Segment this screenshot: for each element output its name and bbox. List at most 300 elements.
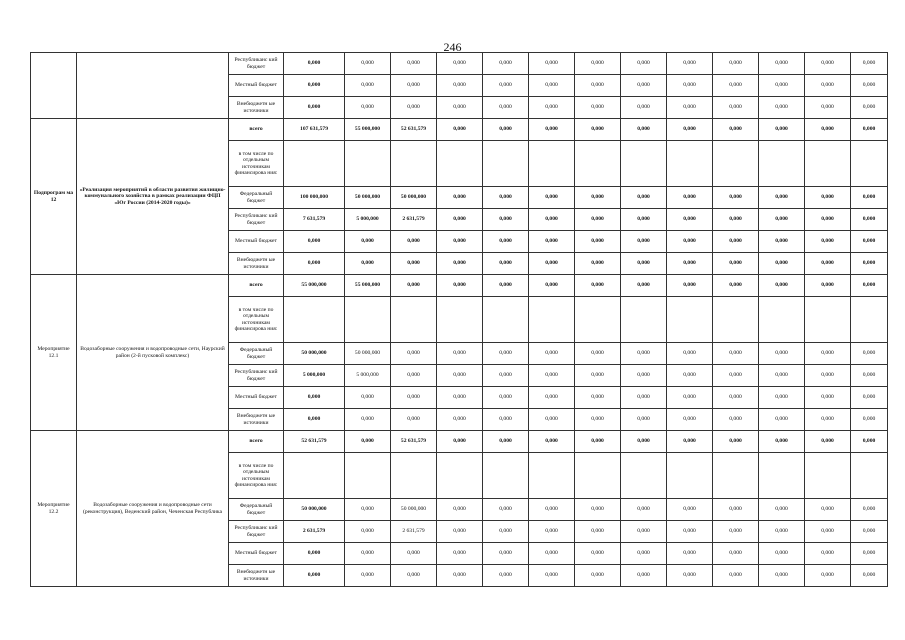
value-cell: 0,000 bbox=[345, 543, 391, 565]
value-cell: 0,000 bbox=[437, 53, 483, 75]
value-cell: 0,000 bbox=[851, 119, 888, 141]
value-cell: 0,000 bbox=[345, 75, 391, 97]
value-cell: 0,000 bbox=[483, 209, 529, 231]
value-cell: 0,000 bbox=[805, 431, 851, 453]
empty-cell bbox=[713, 297, 759, 343]
value-cell: 55 000,000 bbox=[284, 275, 345, 297]
value-cell: 0,000 bbox=[437, 119, 483, 141]
value-cell: 0,000 bbox=[667, 409, 713, 431]
value-cell: 0,000 bbox=[483, 543, 529, 565]
value-cell: 0,000 bbox=[284, 97, 345, 119]
value-cell: 0,000 bbox=[621, 119, 667, 141]
funding-source-cell: Внебюджетн ые источники bbox=[229, 565, 284, 587]
value-cell: 0,000 bbox=[529, 275, 575, 297]
empty-cell bbox=[483, 141, 529, 187]
funding-source-cell: всего bbox=[229, 431, 284, 453]
value-cell: 0,000 bbox=[621, 431, 667, 453]
empty-cell bbox=[621, 141, 667, 187]
value-cell: 0,000 bbox=[759, 343, 805, 365]
value-cell: 0,000 bbox=[805, 387, 851, 409]
empty-cell bbox=[284, 297, 345, 343]
value-cell: 0,000 bbox=[713, 209, 759, 231]
funding-source-cell: Федеральный бюджет bbox=[229, 499, 284, 521]
empty-cell bbox=[483, 453, 529, 499]
value-cell: 0,000 bbox=[575, 119, 621, 141]
value-cell: 0,000 bbox=[391, 75, 437, 97]
value-cell: 0,000 bbox=[759, 97, 805, 119]
funding-source-cell: Местный бюджет bbox=[229, 75, 284, 97]
value-cell: 0,000 bbox=[759, 209, 805, 231]
value-cell: 0,000 bbox=[667, 275, 713, 297]
value-cell: 0,000 bbox=[667, 75, 713, 97]
value-cell: 0,000 bbox=[345, 521, 391, 543]
empty-cell bbox=[284, 453, 345, 499]
value-cell: 0,000 bbox=[529, 565, 575, 587]
value-cell: 0,000 bbox=[575, 387, 621, 409]
value-cell: 0,000 bbox=[805, 231, 851, 253]
empty-cell bbox=[575, 141, 621, 187]
value-cell: 0,000 bbox=[284, 231, 345, 253]
value-cell: 0,000 bbox=[851, 387, 888, 409]
value-cell: 0,000 bbox=[529, 365, 575, 387]
value-cell: 0,000 bbox=[667, 387, 713, 409]
value-cell: 0,000 bbox=[621, 365, 667, 387]
value-cell: 0,000 bbox=[437, 187, 483, 209]
value-cell: 0,000 bbox=[391, 231, 437, 253]
value-cell: 0,000 bbox=[437, 209, 483, 231]
value-cell: 0,000 bbox=[529, 543, 575, 565]
value-cell: 100 000,000 bbox=[284, 187, 345, 209]
empty-cell bbox=[621, 297, 667, 343]
value-cell: 0,000 bbox=[575, 75, 621, 97]
value-cell: 0,000 bbox=[345, 387, 391, 409]
empty-cell bbox=[391, 453, 437, 499]
value-cell: 0,000 bbox=[805, 187, 851, 209]
value-cell: 0,000 bbox=[621, 187, 667, 209]
page-number: 246 bbox=[443, 40, 462, 54]
value-cell: 0,000 bbox=[621, 565, 667, 587]
value-cell: 0,000 bbox=[575, 521, 621, 543]
value-cell: 0,000 bbox=[713, 187, 759, 209]
value-cell: 0,000 bbox=[805, 409, 851, 431]
value-cell: 0,000 bbox=[667, 431, 713, 453]
value-cell: 0,000 bbox=[759, 409, 805, 431]
value-cell: 0,000 bbox=[483, 187, 529, 209]
value-cell: 0,000 bbox=[851, 187, 888, 209]
value-cell: 0,000 bbox=[345, 253, 391, 275]
empty-cell bbox=[805, 453, 851, 499]
value-cell: 0,000 bbox=[759, 521, 805, 543]
value-cell: 0,000 bbox=[713, 275, 759, 297]
value-cell: 0,000 bbox=[805, 253, 851, 275]
value-cell: 0,000 bbox=[575, 53, 621, 75]
value-cell: 0,000 bbox=[483, 231, 529, 253]
value-cell: 0,000 bbox=[621, 253, 667, 275]
value-cell: 0,000 bbox=[851, 275, 888, 297]
value-cell: 52 631,579 bbox=[391, 431, 437, 453]
value-cell: 50 000,000 bbox=[284, 499, 345, 521]
value-cell: 0,000 bbox=[805, 499, 851, 521]
value-cell: 50 000,000 bbox=[345, 187, 391, 209]
value-cell: 2 631,579 bbox=[391, 209, 437, 231]
value-cell: 0,000 bbox=[621, 209, 667, 231]
value-cell: 50 000,000 bbox=[391, 187, 437, 209]
empty-cell bbox=[805, 141, 851, 187]
value-cell: 0,000 bbox=[621, 75, 667, 97]
value-cell: 0,000 bbox=[437, 387, 483, 409]
value-cell: 0,000 bbox=[529, 431, 575, 453]
value-cell: 0,000 bbox=[713, 231, 759, 253]
empty-cell bbox=[851, 453, 888, 499]
value-cell: 50 000,000 bbox=[391, 499, 437, 521]
value-cell: 0,000 bbox=[437, 253, 483, 275]
value-cell: 7 631,579 bbox=[284, 209, 345, 231]
value-cell: 0,000 bbox=[713, 119, 759, 141]
program-code-cell bbox=[31, 53, 77, 119]
value-cell: 0,000 bbox=[391, 409, 437, 431]
value-cell: 50 000,000 bbox=[284, 343, 345, 365]
empty-cell bbox=[575, 297, 621, 343]
value-cell: 0,000 bbox=[667, 499, 713, 521]
value-cell: 0,000 bbox=[851, 499, 888, 521]
funding-source-cell: Федеральный бюджет bbox=[229, 343, 284, 365]
value-cell: 0,000 bbox=[575, 409, 621, 431]
value-cell: 0,000 bbox=[759, 499, 805, 521]
program-name-cell: Водозаборные сооружения и водопроводные сети (реконструкция), Веденский район, Чеченская Республика bbox=[77, 431, 229, 587]
value-cell: 0,000 bbox=[851, 409, 888, 431]
value-cell: 0,000 bbox=[667, 209, 713, 231]
value-cell: 0,000 bbox=[284, 53, 345, 75]
value-cell: 0,000 bbox=[667, 343, 713, 365]
funding-source-cell: в том числе по отдельным источникам финансирова ния: bbox=[229, 141, 284, 187]
empty-cell bbox=[529, 141, 575, 187]
value-cell: 0,000 bbox=[667, 119, 713, 141]
program-name-cell: Водозаборные сооружения и водопроводные сети, Наурский район (2-й пусковой комплекс) bbox=[77, 275, 229, 431]
value-cell: 0,000 bbox=[851, 231, 888, 253]
empty-cell bbox=[529, 297, 575, 343]
value-cell: 0,000 bbox=[483, 97, 529, 119]
value-cell: 0,000 bbox=[529, 187, 575, 209]
value-cell: 0,000 bbox=[621, 231, 667, 253]
empty-cell bbox=[345, 453, 391, 499]
budget-table bbox=[30, 52, 888, 587]
value-cell: 0,000 bbox=[437, 365, 483, 387]
value-cell: 0,000 bbox=[575, 231, 621, 253]
value-cell: 0,000 bbox=[759, 275, 805, 297]
value-cell: 0,000 bbox=[483, 75, 529, 97]
value-cell: 0,000 bbox=[621, 53, 667, 75]
value-cell: 0,000 bbox=[851, 521, 888, 543]
program-name-cell: «Реализация мероприятий в области развития жилищно-коммунального хозяйства в рамках реализации ФЦП «Юг России (2014-2020 годы)» bbox=[77, 119, 229, 275]
value-cell: 0,000 bbox=[851, 75, 888, 97]
value-cell: 5 000,000 bbox=[345, 209, 391, 231]
value-cell: 0,000 bbox=[851, 543, 888, 565]
funding-source-cell: в том числе по отдельным источникам финансирова ния: bbox=[229, 297, 284, 343]
empty-cell bbox=[575, 453, 621, 499]
value-cell: 0,000 bbox=[483, 409, 529, 431]
value-cell: 0,000 bbox=[284, 565, 345, 587]
value-cell: 0,000 bbox=[483, 431, 529, 453]
value-cell: 0,000 bbox=[621, 97, 667, 119]
funding-source-cell: Республиканс кий бюджет bbox=[229, 209, 284, 231]
value-cell: 0,000 bbox=[483, 119, 529, 141]
value-cell: 0,000 bbox=[713, 343, 759, 365]
value-cell: 0,000 bbox=[284, 387, 345, 409]
value-cell: 0,000 bbox=[529, 75, 575, 97]
value-cell: 52 631,579 bbox=[284, 431, 345, 453]
value-cell: 0,000 bbox=[759, 231, 805, 253]
value-cell: 0,000 bbox=[805, 543, 851, 565]
value-cell: 0,000 bbox=[345, 565, 391, 587]
value-cell: 0,000 bbox=[851, 431, 888, 453]
value-cell: 0,000 bbox=[805, 97, 851, 119]
value-cell: 0,000 bbox=[713, 431, 759, 453]
value-cell: 0,000 bbox=[575, 565, 621, 587]
value-cell: 0,000 bbox=[345, 431, 391, 453]
value-cell: 0,000 bbox=[391, 365, 437, 387]
value-cell: 0,000 bbox=[667, 97, 713, 119]
empty-cell bbox=[805, 297, 851, 343]
funding-source-cell: Республиканс кий бюджет bbox=[229, 53, 284, 75]
value-cell: 0,000 bbox=[437, 97, 483, 119]
empty-cell bbox=[759, 141, 805, 187]
value-cell: 0,000 bbox=[529, 499, 575, 521]
empty-cell bbox=[851, 141, 888, 187]
value-cell: 0,000 bbox=[391, 343, 437, 365]
value-cell: 0,000 bbox=[391, 53, 437, 75]
value-cell: 5 000,000 bbox=[284, 365, 345, 387]
empty-cell bbox=[759, 297, 805, 343]
value-cell: 0,000 bbox=[575, 97, 621, 119]
empty-cell bbox=[851, 297, 888, 343]
value-cell: 0,000 bbox=[529, 343, 575, 365]
table-body bbox=[31, 53, 888, 587]
value-cell: 0,000 bbox=[575, 253, 621, 275]
value-cell: 0,000 bbox=[391, 97, 437, 119]
empty-cell bbox=[483, 297, 529, 343]
value-cell: 0,000 bbox=[529, 409, 575, 431]
value-cell: 0,000 bbox=[575, 365, 621, 387]
value-cell: 0,000 bbox=[391, 387, 437, 409]
value-cell: 0,000 bbox=[759, 387, 805, 409]
value-cell: 0,000 bbox=[345, 231, 391, 253]
value-cell: 0,000 bbox=[759, 253, 805, 275]
funding-source-cell: Внебюджетн ые источники bbox=[229, 253, 284, 275]
value-cell: 0,000 bbox=[284, 543, 345, 565]
value-cell: 0,000 bbox=[713, 97, 759, 119]
value-cell: 0,000 bbox=[529, 387, 575, 409]
value-cell: 0,000 bbox=[713, 543, 759, 565]
value-cell: 0,000 bbox=[621, 543, 667, 565]
value-cell: 0,000 bbox=[851, 565, 888, 587]
value-cell: 0,000 bbox=[483, 387, 529, 409]
funding-source-cell: всего bbox=[229, 119, 284, 141]
table-row bbox=[31, 275, 888, 297]
empty-cell bbox=[284, 141, 345, 187]
value-cell: 0,000 bbox=[284, 75, 345, 97]
value-cell: 0,000 bbox=[805, 53, 851, 75]
value-cell: 0,000 bbox=[483, 521, 529, 543]
value-cell: 0,000 bbox=[345, 53, 391, 75]
funding-source-cell: Внебюджетн ые источники bbox=[229, 409, 284, 431]
value-cell: 0,000 bbox=[529, 253, 575, 275]
empty-cell bbox=[437, 297, 483, 343]
value-cell: 5 000,000 bbox=[345, 365, 391, 387]
value-cell: 0,000 bbox=[805, 119, 851, 141]
value-cell: 0,000 bbox=[437, 521, 483, 543]
value-cell: 0,000 bbox=[713, 253, 759, 275]
funding-source-cell: Внебюджетн ые источники bbox=[229, 97, 284, 119]
value-cell: 0,000 bbox=[437, 431, 483, 453]
empty-cell bbox=[437, 453, 483, 499]
value-cell: 0,000 bbox=[575, 275, 621, 297]
program-name-cell bbox=[77, 53, 229, 119]
value-cell: 0,000 bbox=[713, 75, 759, 97]
value-cell: 2 631,579 bbox=[284, 521, 345, 543]
value-cell: 0,000 bbox=[483, 253, 529, 275]
value-cell: 0,000 bbox=[575, 343, 621, 365]
value-cell: 107 631,579 bbox=[284, 119, 345, 141]
value-cell: 0,000 bbox=[805, 565, 851, 587]
value-cell: 0,000 bbox=[437, 565, 483, 587]
value-cell: 0,000 bbox=[621, 409, 667, 431]
value-cell: 0,000 bbox=[284, 253, 345, 275]
value-cell: 0,000 bbox=[345, 409, 391, 431]
value-cell: 0,000 bbox=[759, 543, 805, 565]
value-cell: 0,000 bbox=[529, 97, 575, 119]
value-cell: 0,000 bbox=[713, 521, 759, 543]
value-cell: 0,000 bbox=[391, 543, 437, 565]
value-cell: 0,000 bbox=[713, 565, 759, 587]
value-cell: 0,000 bbox=[759, 187, 805, 209]
value-cell: 0,000 bbox=[851, 365, 888, 387]
value-cell: 0,000 bbox=[529, 521, 575, 543]
value-cell: 0,000 bbox=[759, 119, 805, 141]
value-cell: 0,000 bbox=[621, 499, 667, 521]
empty-cell bbox=[529, 453, 575, 499]
value-cell: 0,000 bbox=[713, 53, 759, 75]
value-cell: 0,000 bbox=[345, 499, 391, 521]
value-cell: 55 000,000 bbox=[345, 275, 391, 297]
value-cell: 0,000 bbox=[529, 209, 575, 231]
value-cell: 0,000 bbox=[621, 521, 667, 543]
value-cell: 0,000 bbox=[759, 565, 805, 587]
value-cell: 0,000 bbox=[575, 209, 621, 231]
value-cell: 0,000 bbox=[575, 431, 621, 453]
value-cell: 0,000 bbox=[851, 53, 888, 75]
value-cell: 0,000 bbox=[805, 75, 851, 97]
empty-cell bbox=[621, 453, 667, 499]
value-cell: 0,000 bbox=[851, 97, 888, 119]
value-cell: 0,000 bbox=[667, 543, 713, 565]
empty-cell bbox=[667, 453, 713, 499]
value-cell: 0,000 bbox=[667, 521, 713, 543]
value-cell: 0,000 bbox=[759, 53, 805, 75]
value-cell: 2 631,579 bbox=[391, 521, 437, 543]
value-cell: 0,000 bbox=[621, 387, 667, 409]
value-cell: 0,000 bbox=[437, 409, 483, 431]
funding-source-cell: Федеральный бюджет bbox=[229, 187, 284, 209]
value-cell: 0,000 bbox=[667, 53, 713, 75]
value-cell: 0,000 bbox=[284, 409, 345, 431]
value-cell: 0,000 bbox=[529, 231, 575, 253]
value-cell: 0,000 bbox=[759, 365, 805, 387]
empty-cell bbox=[667, 297, 713, 343]
value-cell: 0,000 bbox=[483, 53, 529, 75]
empty-cell bbox=[391, 141, 437, 187]
value-cell: 0,000 bbox=[851, 209, 888, 231]
empty-cell bbox=[345, 297, 391, 343]
empty-cell bbox=[345, 141, 391, 187]
empty-cell bbox=[391, 297, 437, 343]
value-cell: 0,000 bbox=[391, 275, 437, 297]
value-cell: 0,000 bbox=[437, 275, 483, 297]
empty-cell bbox=[713, 141, 759, 187]
value-cell: 0,000 bbox=[759, 75, 805, 97]
program-code-cell: Мероприятие 12.1 bbox=[31, 275, 77, 431]
value-cell: 0,000 bbox=[483, 365, 529, 387]
value-cell: 0,000 bbox=[805, 275, 851, 297]
funding-source-cell: всего bbox=[229, 275, 284, 297]
value-cell: 0,000 bbox=[805, 521, 851, 543]
funding-source-cell: Местный бюджет bbox=[229, 231, 284, 253]
value-cell: 0,000 bbox=[483, 275, 529, 297]
empty-cell bbox=[437, 141, 483, 187]
value-cell: 0,000 bbox=[667, 253, 713, 275]
value-cell: 0,000 bbox=[437, 231, 483, 253]
value-cell: 0,000 bbox=[437, 343, 483, 365]
empty-cell bbox=[759, 453, 805, 499]
value-cell: 0,000 bbox=[529, 119, 575, 141]
value-cell: 52 631,579 bbox=[391, 119, 437, 141]
value-cell: 0,000 bbox=[667, 187, 713, 209]
value-cell: 0,000 bbox=[529, 53, 575, 75]
value-cell: 0,000 bbox=[391, 565, 437, 587]
table-row bbox=[31, 119, 888, 141]
value-cell: 0,000 bbox=[621, 343, 667, 365]
value-cell: 0,000 bbox=[713, 387, 759, 409]
value-cell: 0,000 bbox=[713, 365, 759, 387]
funding-source-cell: в том числе по отдельным источникам финансирова ния: bbox=[229, 453, 284, 499]
funding-source-cell: Местный бюджет bbox=[229, 387, 284, 409]
program-code-cell: Подпрограм ма 12 bbox=[31, 119, 77, 275]
value-cell: 0,000 bbox=[575, 543, 621, 565]
funding-source-cell: Республиканс кий бюджет bbox=[229, 521, 284, 543]
value-cell: 0,000 bbox=[805, 365, 851, 387]
value-cell: 0,000 bbox=[437, 75, 483, 97]
empty-cell bbox=[713, 453, 759, 499]
value-cell: 0,000 bbox=[483, 343, 529, 365]
table-row bbox=[31, 431, 888, 453]
value-cell: 0,000 bbox=[667, 231, 713, 253]
value-cell: 0,000 bbox=[391, 253, 437, 275]
value-cell: 50 000,000 bbox=[345, 343, 391, 365]
value-cell: 0,000 bbox=[437, 543, 483, 565]
empty-cell bbox=[667, 141, 713, 187]
value-cell: 0,000 bbox=[575, 187, 621, 209]
value-cell: 0,000 bbox=[667, 565, 713, 587]
value-cell: 55 000,000 bbox=[345, 119, 391, 141]
value-cell: 0,000 bbox=[851, 253, 888, 275]
value-cell: 0,000 bbox=[575, 499, 621, 521]
funding-source-cell: Республиканс кий бюджет bbox=[229, 365, 284, 387]
value-cell: 0,000 bbox=[483, 565, 529, 587]
value-cell: 0,000 bbox=[759, 431, 805, 453]
program-code-cell: Мероприятие 12.2 bbox=[31, 431, 77, 587]
value-cell: 0,000 bbox=[851, 343, 888, 365]
funding-source-cell: Местный бюджет bbox=[229, 543, 284, 565]
value-cell: 0,000 bbox=[345, 97, 391, 119]
